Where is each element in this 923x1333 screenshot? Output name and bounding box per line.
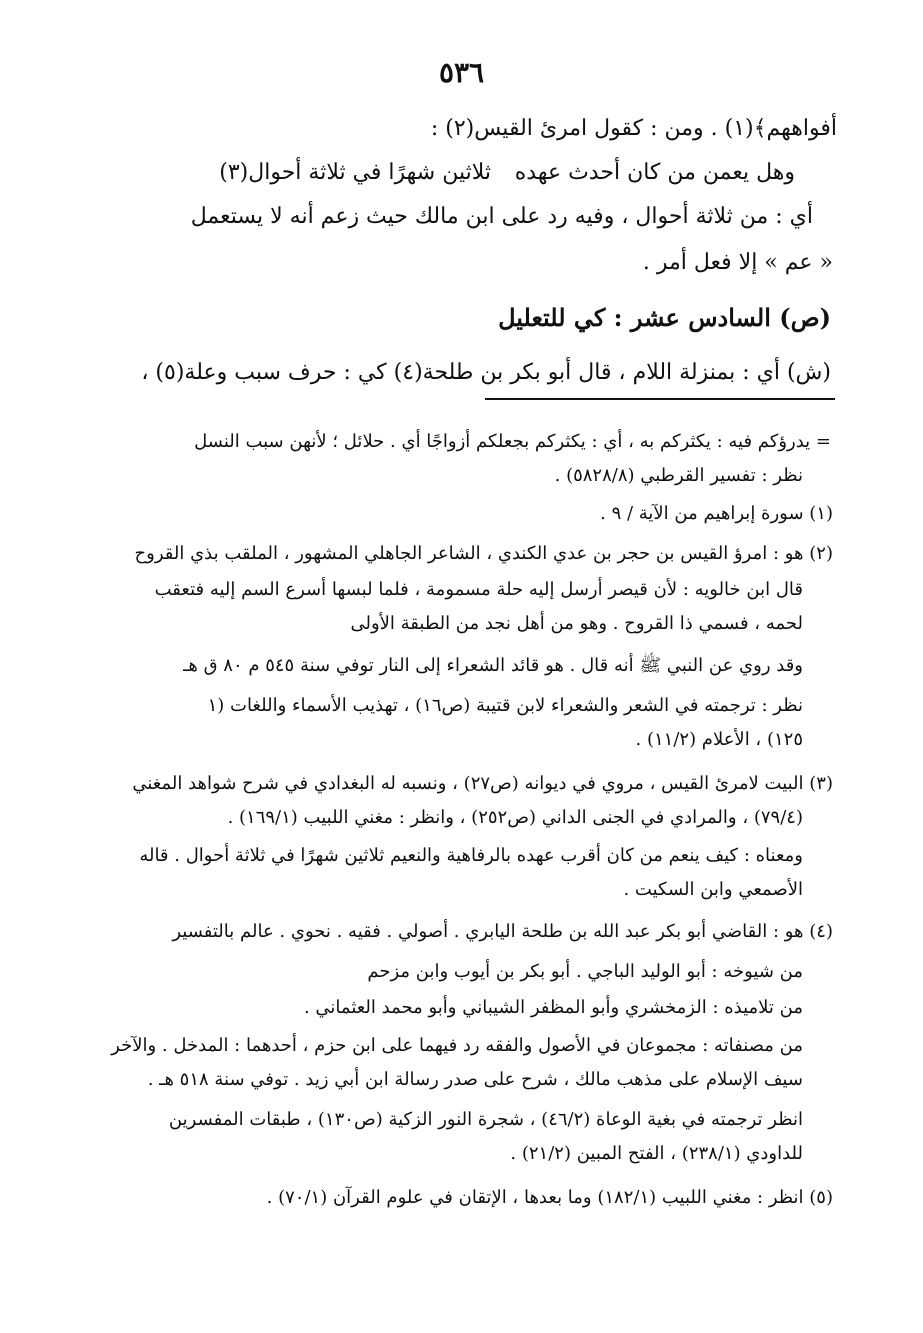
footnote-line: (٣) البيت لامرئ القيس ، مروي في ديوانه (ص٢٧) ، ونسبه له البغدادي في شرح شواهد المغني bbox=[132, 773, 833, 794]
main-text-line-1: أفواههم﴾(١) . ومن : كقول امرئ القيس(٢) : bbox=[430, 116, 837, 141]
footnote-line: (٥) انظر : مغني اللبيب (١٨٢/١) وما بعدها ، الإتقان في علوم القرآن (٧٠/١) . bbox=[266, 1187, 833, 1208]
footnote-line: (٧٩/٤) ، والمرادي في الجنى الداني (ص٢٥٢) ، وانظر : مغني اللبيب (١٦٩/١) . bbox=[227, 807, 803, 828]
main-text-line-4: « عم » إلا فعل أمر . bbox=[642, 250, 833, 275]
footnote-line: وقد روي عن النبي ﷺ أنه قال . هو قائد الشعراء إلى النار توفي سنة ٥٤٥ م ٨٠ ق هـ bbox=[183, 655, 803, 676]
footnote-line: (٤) هو : القاضي أبو بكر عبد الله بن طلحة اليابري . أصولي . فقيه . نحوي . عالم بالتفسير bbox=[172, 921, 833, 942]
footnote-line: الأصمعي وابن السكيت . bbox=[623, 879, 803, 900]
page-number: ٥٣٦ bbox=[438, 56, 485, 89]
section-heading: (ص) السادس عشر : كي للتعليل bbox=[498, 303, 831, 332]
verse-first-hemistich: وهل يعمن من كان أحدث عهده bbox=[514, 160, 795, 185]
footnote-line: سيف الإسلام على مذهب مالك ، شرح على صدر رسالة ابن أبي زيد . توفي سنة ٥١٨ هـ . bbox=[147, 1069, 803, 1090]
footnote-line: (١) سورة إبراهيم من الآية / ٩ . bbox=[600, 503, 833, 524]
footnote-separator bbox=[485, 398, 835, 400]
footnote-line: من مصنفاته : مجموعان في الأصول والفقه رد فيهما على ابن حزم ، أحدهما : المدخل . والآخر bbox=[111, 1035, 803, 1056]
footnote-line: لحمه ، فسمي ذا القروح . وهو من أهل نجد من الطبقة الأولى bbox=[350, 613, 803, 634]
footnote-line: نظر : تفسير القرطبي (٥٨٢٨/٨) . bbox=[554, 465, 803, 486]
poetry-verse bbox=[0, 155, 923, 191]
verse-second-hemistich: ثلاثين شهرًا في ثلاثة أحوال(٣) bbox=[219, 160, 491, 185]
footnote-line: انظر ترجمته في بغية الوعاة (٤٦/٢) ، شجرة النور الزكية (ص١٣٠) ، طبقات المفسرين bbox=[168, 1109, 803, 1130]
footnote-line: من تلاميذه : الزمخشري وأبو المظفر الشيباني وأبو محمد العثماني . bbox=[303, 997, 803, 1018]
footnote-line: ١٢٥) ، الأعلام (١١/٢) . bbox=[635, 729, 803, 750]
footnote-line: = يدرؤكم فيه : يكثركم به ، أي : يكثركم بجعلكم أزواجًا أي . حلائل ؛ لأنهن سبب النسل bbox=[194, 431, 831, 452]
footnote-line: نظر : ترجمته في الشعر والشعراء لابن قتيبة (ص١٦) ، تهذيب الأسماء واللغات (١ bbox=[207, 695, 803, 716]
footnote-line: من شيوخه : أبو الوليد الباجي . أبو بكر بن أيوب وابن مزحم bbox=[367, 961, 803, 982]
main-text-line-3: أي : من ثلاثة أحوال ، وفيه رد على ابن مالك حيث زعم أنه لا يستعمل bbox=[190, 204, 813, 229]
main-text-line-6: (ش) أي : بمنزلة اللام ، قال أبو بكر بن طلحة(٤) كي : حرف سبب وعلة(٥) ، bbox=[141, 360, 831, 385]
footnote-line: (٢) هو : امرؤ القيس بن حجر بن عدي الكندي ، الشاعر الجاهلي المشهور ، الملقب بذي القروح bbox=[134, 543, 833, 564]
footnote-line: قال ابن خالويه : لأن قيصر أرسل إليه حلة مسمومة ، فلما لبسها أسرع السم إليه فتعقب bbox=[154, 579, 803, 600]
footnote-line: للداودي (٢٣٨/١) ، الفتح المبين (٢١/٢) . bbox=[510, 1143, 803, 1164]
footnote-line: ومعناه : كيف ينعم من كان أقرب عهده بالرفاهية والنعيم ثلاثين شهرًا في ثلاثة أحوال . قاله bbox=[139, 845, 803, 866]
